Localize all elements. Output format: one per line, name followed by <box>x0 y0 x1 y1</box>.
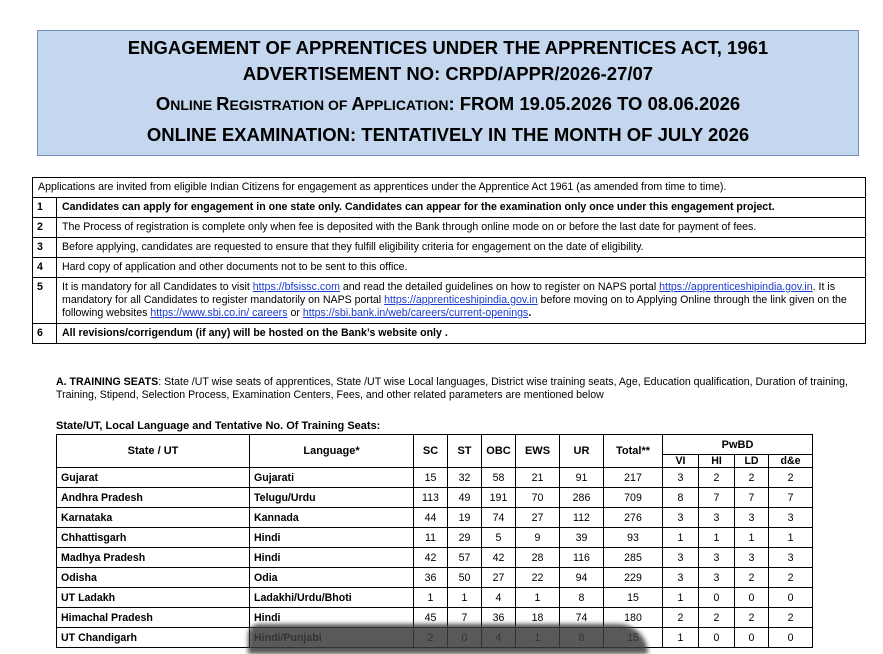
col-ur: UR <box>560 435 604 468</box>
cell-ld: 2 <box>735 468 769 488</box>
cell-ld: 7 <box>735 488 769 508</box>
cell-vi: 1 <box>663 628 699 648</box>
advertisement-number: ADVERTISEMENT NO: CRPD/APPR/2026-27/07 <box>242 63 654 84</box>
cell-vi: 1 <box>663 528 699 548</box>
bfsissc-link[interactable]: https://bfsissc.com <box>252 281 340 293</box>
cell-hi: 0 <box>699 628 735 648</box>
cell-de: 3 <box>769 508 813 528</box>
examination-schedule: ONLINE EXAMINATION: TENTATIVELY IN THE MONTH OF JULY 2026 <box>146 124 750 145</box>
col-ews: EWS <box>516 435 560 468</box>
table-row <box>57 548 813 568</box>
cell-ews: 1 <box>516 588 560 608</box>
cell-ews: 21 <box>516 468 560 488</box>
cell-total: 285 <box>604 548 663 568</box>
cell-total: 709 <box>604 488 663 508</box>
instruction-text: All revisions/corrigendum (if any) will be hosted on the Bank’s website only . <box>57 324 866 344</box>
cell-ld: 1 <box>735 528 769 548</box>
cell-state: Chhattisgarh <box>57 528 250 548</box>
naps-portal-link[interactable]: https://apprenticeshipindia.gov.in <box>659 281 813 293</box>
cell-ews: 28 <box>516 548 560 568</box>
cell-vi: 3 <box>663 548 699 568</box>
instructions-table <box>32 177 866 344</box>
instruction-row <box>33 238 866 258</box>
advertisement-header <box>37 30 859 156</box>
instruction-row <box>33 218 866 238</box>
cell-ur: 8 <box>560 588 604 608</box>
cell-language: Ladakhi/Urdu/Bhoti <box>250 588 414 608</box>
cell-de: 7 <box>769 488 813 508</box>
cell-hi: 0 <box>699 588 735 608</box>
cell-total: 15 <box>604 588 663 608</box>
cell-total: 93 <box>604 528 663 548</box>
seat-table-heading: State/UT, Local Language and Tentative No. Of Training Seats: <box>56 420 381 432</box>
instruction-row <box>33 198 866 218</box>
cell-ur: 91 <box>560 468 604 488</box>
cell-ur: 286 <box>560 488 604 508</box>
cell-state: Himachal Pradesh <box>57 608 250 628</box>
cell-obc: 27 <box>482 568 516 588</box>
cell-ld: 2 <box>735 568 769 588</box>
seat-table-header-row <box>57 435 813 455</box>
cell-sc: 11 <box>414 528 448 548</box>
cell-sc: 36 <box>414 568 448 588</box>
table-row <box>57 508 813 528</box>
instruction-number: 5 <box>33 278 57 324</box>
cell-state: UT Ladakh <box>57 588 250 608</box>
training-seats-table <box>56 434 813 648</box>
cell-ld: 0 <box>735 628 769 648</box>
cell-obc: 74 <box>482 508 516 528</box>
cell-vi: 1 <box>663 588 699 608</box>
instruction-row <box>33 324 866 344</box>
cell-vi: 8 <box>663 488 699 508</box>
cell-de: 2 <box>769 568 813 588</box>
cell-st: 32 <box>448 468 482 488</box>
cell-hi: 3 <box>699 568 735 588</box>
cell-de: 1 <box>769 528 813 548</box>
cell-language: Odia <box>250 568 414 588</box>
cell-obc: 58 <box>482 468 516 488</box>
cell-hi: 2 <box>699 468 735 488</box>
instruction-number: 1 <box>33 198 57 218</box>
cell-obc: 42 <box>482 548 516 568</box>
registration-dates: ONLINE REGISTRATION OF APPLICATION: FROM 19.05.2026 TO 08.06.2026 <box>155 93 741 114</box>
cell-ld: 3 <box>735 508 769 528</box>
cell-total: 180 <box>604 608 663 628</box>
instruction-number: 3 <box>33 238 57 258</box>
cell-state: Odisha <box>57 568 250 588</box>
instruction-text: Candidates can apply for engagement in one state only. Candidates can appear for the examination only once under this engagement project. <box>57 198 866 218</box>
cell-total: 276 <box>604 508 663 528</box>
cell-state: Gujarat <box>57 468 250 488</box>
cell-hi: 3 <box>699 548 735 568</box>
sbi-careers-link[interactable]: https://www.sbi.co.in/ careers <box>150 307 288 319</box>
instruction-text: It is mandatory for all Candidates to visit https://bfsissc.com and read the detailed guidelines on how to register on NAPS portal https://apprenticeshipindia.gov.in. It is mandatory for all Candidates to register mandatorily on NAPS portal https://apprenticeshipindia.gov.in before moving on to Applying Online through the link given on the following websites https://www.sbi.co.in/ careers or https://sbi.bank.in/web/careers/current-openings. <box>57 278 866 324</box>
cell-st: 49 <box>448 488 482 508</box>
cell-ur: 39 <box>560 528 604 548</box>
table-row <box>57 488 813 508</box>
instruction-row <box>33 278 866 324</box>
cell-ews: 18 <box>516 608 560 628</box>
instruction-number: 6 <box>33 324 57 344</box>
cell-state: Andhra Pradesh <box>57 488 250 508</box>
cell-sc: 45 <box>414 608 448 628</box>
table-row <box>57 468 813 488</box>
col-pwbd: PwBD <box>663 435 813 455</box>
cell-ews: 27 <box>516 508 560 528</box>
col-sc: SC <box>414 435 448 468</box>
table-row <box>57 568 813 588</box>
cell-language: Hindi <box>250 548 414 568</box>
cell-de: 2 <box>769 468 813 488</box>
intro-text: Applications are invited from eligible Indian Citizens for engagement as apprentices under the Apprentice Act 1961 (as amended from time to time). <box>33 178 866 198</box>
cell-ur: 116 <box>560 548 604 568</box>
cell-vi: 3 <box>663 508 699 528</box>
cell-de: 3 <box>769 548 813 568</box>
intro-row <box>33 178 866 198</box>
dark-overlay-blur <box>248 624 648 654</box>
cell-hi: 1 <box>699 528 735 548</box>
table-row <box>57 588 813 608</box>
cell-st: 7 <box>448 608 482 628</box>
cell-language: Hindi <box>250 608 414 628</box>
instruction-number: 4 <box>33 258 57 278</box>
cell-total: 217 <box>604 468 663 488</box>
cell-total: 229 <box>604 568 663 588</box>
cell-sc: 1 <box>414 588 448 608</box>
cell-sc: 15 <box>414 468 448 488</box>
cell-ews: 70 <box>516 488 560 508</box>
section-a-text: : State /UT wise seats of apprentices, State /UT wise Local languages, District wise training seats, Age, Education qualification, Duration of training, Training, Stipend, Selection Process, Examination Centers, Fees, and other related parameters are mentioned below <box>56 376 848 401</box>
cell-st: 57 <box>448 548 482 568</box>
cell-ld: 2 <box>735 608 769 628</box>
cell-st: 29 <box>448 528 482 548</box>
training-seats-section <box>56 376 856 402</box>
cell-ur: 74 <box>560 608 604 628</box>
sbi-current-openings-link[interactable]: https://sbi.bank.in/web/careers/current-openings <box>302 307 529 319</box>
cell-st: 19 <box>448 508 482 528</box>
col-language: Language* <box>250 435 414 468</box>
instruction-row <box>33 258 866 278</box>
cell-language: Hindi <box>250 528 414 548</box>
cell-ur: 94 <box>560 568 604 588</box>
instruction-text: Before applying, candidates are requested to ensure that they fulfill eligibility criteria for engagement on the date of eligibility. <box>57 238 866 258</box>
seat-table-body <box>57 468 813 648</box>
instruction-text: The Process of registration is complete only when fee is deposited with the Bank through online mode on or before the last date for payment of fees. <box>57 218 866 238</box>
cell-ews: 9 <box>516 528 560 548</box>
cell-state: Madhya Pradesh <box>57 548 250 568</box>
cell-sc: 42 <box>414 548 448 568</box>
cell-de: 0 <box>769 628 813 648</box>
cell-ld: 0 <box>735 588 769 608</box>
col-ld: LD <box>735 455 769 468</box>
cell-state: UT Chandigarh <box>57 628 250 648</box>
col-hi: HI <box>699 455 735 468</box>
table-row <box>57 528 813 548</box>
instruction-text: Hard copy of application and other documents not to be sent to this office. <box>57 258 866 278</box>
section-a-heading: A. TRAINING SEATS <box>56 376 159 388</box>
cell-vi: 3 <box>663 568 699 588</box>
instruction-number: 2 <box>33 218 57 238</box>
cell-language: Gujarati <box>250 468 414 488</box>
cell-hi: 7 <box>699 488 735 508</box>
cell-language: Telugu/Urdu <box>250 488 414 508</box>
cell-sc: 44 <box>414 508 448 528</box>
cell-de: 2 <box>769 608 813 628</box>
cell-obc: 4 <box>482 588 516 608</box>
cell-st: 50 <box>448 568 482 588</box>
cell-obc: 36 <box>482 608 516 628</box>
cell-st: 1 <box>448 588 482 608</box>
cell-de: 0 <box>769 588 813 608</box>
col-total: Total** <box>604 435 663 468</box>
cell-obc: 191 <box>482 488 516 508</box>
cell-language: Kannada <box>250 508 414 528</box>
cell-ews: 22 <box>516 568 560 588</box>
naps-portal-link-2[interactable]: https://apprenticeshipindia.gov.in <box>384 294 538 306</box>
cell-vi: 2 <box>663 608 699 628</box>
col-state: State / UT <box>57 435 250 468</box>
cell-vi: 3 <box>663 468 699 488</box>
cell-state: Karnataka <box>57 508 250 528</box>
header-title: ENGAGEMENT OF APPRENTICES UNDER THE APPRENTICES ACT, 1961 <box>127 37 769 58</box>
col-de: d&e <box>769 455 813 468</box>
col-st: ST <box>448 435 482 468</box>
cell-obc: 5 <box>482 528 516 548</box>
cell-hi: 2 <box>699 608 735 628</box>
cell-sc: 113 <box>414 488 448 508</box>
cell-ur: 112 <box>560 508 604 528</box>
col-obc: OBC <box>482 435 516 468</box>
cell-ld: 3 <box>735 548 769 568</box>
col-vi: VI <box>663 455 699 468</box>
cell-hi: 3 <box>699 508 735 528</box>
